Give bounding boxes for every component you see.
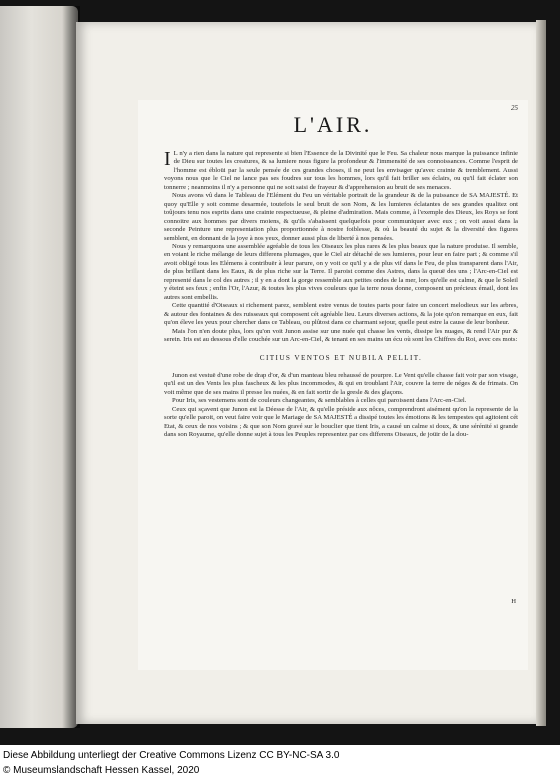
page-number: 25 [511,104,518,112]
signature-mark: H [511,598,516,605]
paragraph: Nous y remarquons une assemblée agréable de tous les Oiseaux les plus rares & les plus beaux que la nature produise. Il semble, en voiant le riche mélange de leurs differens plumages, que le Ciel air détaché de ses lumieres, pour leur en faire part ; & comme s'il avoit obligé tous les Elémens à contribuër à leur parure, on y voit ce qu'il y a de plus vif dans le Feu, de plus transparent dans l'Air, de plus brillant dans les Eaux, & de plus riche sur la Terre. Il paroist comme des Astres, dans la queuë des uns ; l'Arc-en-Ciel est representé dans le col des autres ; il y en a dont la gorge ressemble aux petites ondes de la mer, lors qu'elle est calme, & que le Soleil y éteint ses feux ; enfin l'Or, l'Azur, & toutes les plus vives couleurs que la terre nous donne, composent un précieux émail, dont les autres sont embellis. [164,242,518,301]
copyright-line: © Museumslandschaft Hessen Kassel, 2020 [3,765,200,776]
paragraph: Nous avons vû dans le Tableau de l'Elément du Feu un véritable portrait de la grandeur & de la puissance de SA MAJESTÉ. Et quoy qu'Elle y soit comme desarmée, toutefois le seul bruit de son Nom, & les lumieres éclatantes de ses grandes qualitez ont toûjours tenu nos esprits dans une crainte respectueuse, & pleine d'admiration. Mais comme, à l'exemple des Dieux, les Roys se font connoitre aux hommes par divers moiens, & qu'ils s'abaissent quelquefois pour communiquer avec eux ; on voit aussi dans la seconde Peinture une representation plus proportionnée à nostre foiblesse, & où la beauté du sujet & la diversité des figures semblent, en donnant de la joye à nos yeux, donner aussi plus de liberté à nos pensées. [164,192,518,242]
page-edge [536,20,546,726]
body-text [164,150,518,440]
paragraph: Mais l'on n'en doute plus, lors qu'on voit Junon assise sur une nuée qui chasse les vents, dissipe les nuages, & rend l'Air pur & serein. Iris est au dessous d'elle couchée sur un Arc-en-Ciel, & tenant en ses mains un écu où sont les Chiffres du Roi, avec ces mots: [164,327,518,343]
printed-text-block [138,100,528,670]
drop-cap: I [164,148,171,170]
license-line: Diese Abbildung unterliegt der Creative Commons Lizenz CC BY-NC-SA 3.0 [3,750,340,761]
paragraph: I L n'y a rien dans la nature qui represente si bien l'Essence de la Divinité que le Feu. Sa chaleur nous marque la puissance infinie de Dieu sur toutes les creatures, & sa lumiere nous figure la profondeur & l'immensité de ses connoissances. Comme l'esprit de l'homme est ébloüi par la seule pensée de ces grandes choses, il ne peut les envisager qu'avec crainte & tremblement. Aussi voyons nous que le Ciel ne lance pas ses foudres sur tous les hommes, lors qu'il fait briller ses éclairs, ou qu'il fait éclater son tonnerre ; neanmoins il n'y a personne qui ne soit saisi de frayeur & d'apprehension au bruit de ses menaces. [164,148,518,191]
paragraph: Cette quantité d'Oiseaux si richement parez, semblent estre venus de toutes parts pour faire un concert melodieux sur les arbres, & autour des fontaines & des ruisseaux qui composent cét agréable lieu. Leurs diverses actions, & la joie qu'on remarque en eux, fait qu'on éleve les yeux pour chercher dans ce Tableau, ou plûtost dans ce charmant sejour, quelle peut estre la cause de leur bonheur. [164,302,518,327]
paragraph: Junon est vestuë d'une robe de drap d'or, & d'un manteau bleu rehaussé de pourpre. Le Vent qu'elle chasse fait voir par son visage, qu'il est un des Vents les plus fascheux & les plus incommodes, & qui en troublant l'Air, couvre la terre de néges & de frimats. On voit même que de ses mains il presse les nuées, & en fait sortir de la gresle & des glaçons. [164,371,518,396]
paragraph: Pour Iris, ses vestemens sont de couleurs changeantes, & semblables à celles qui paroissent dans l'Arc-en-Ciel. [172,397,467,405]
image-credits [3,748,557,778]
paragraph: Ceux qui sçavent que Junon est la Déesse de l'Air, & qu'elle préside aux nôces, comprendront aisément qu'on la represente de la sorte qu'elle paroit, on veut faire voir que le Mariage de SA MAJESTÉ a dissipé toutes les émotions & les tempestes qui agitoient cét Etat, & ceux de nos voisins ; & que son Nom gravé sur le bouclier que tient Iris, a causé un calme si doux, & une sérénité si grande dans son Royaume, qu'elle donne sujet à tous les Peuples representez par ces differens Oiseaux, de joüir de la dou- [164,405,518,439]
page-title: L'AIR. [293,112,373,137]
latin-motto: CITIUS VENTOS ET NUBILA PELLIT. [259,354,423,363]
